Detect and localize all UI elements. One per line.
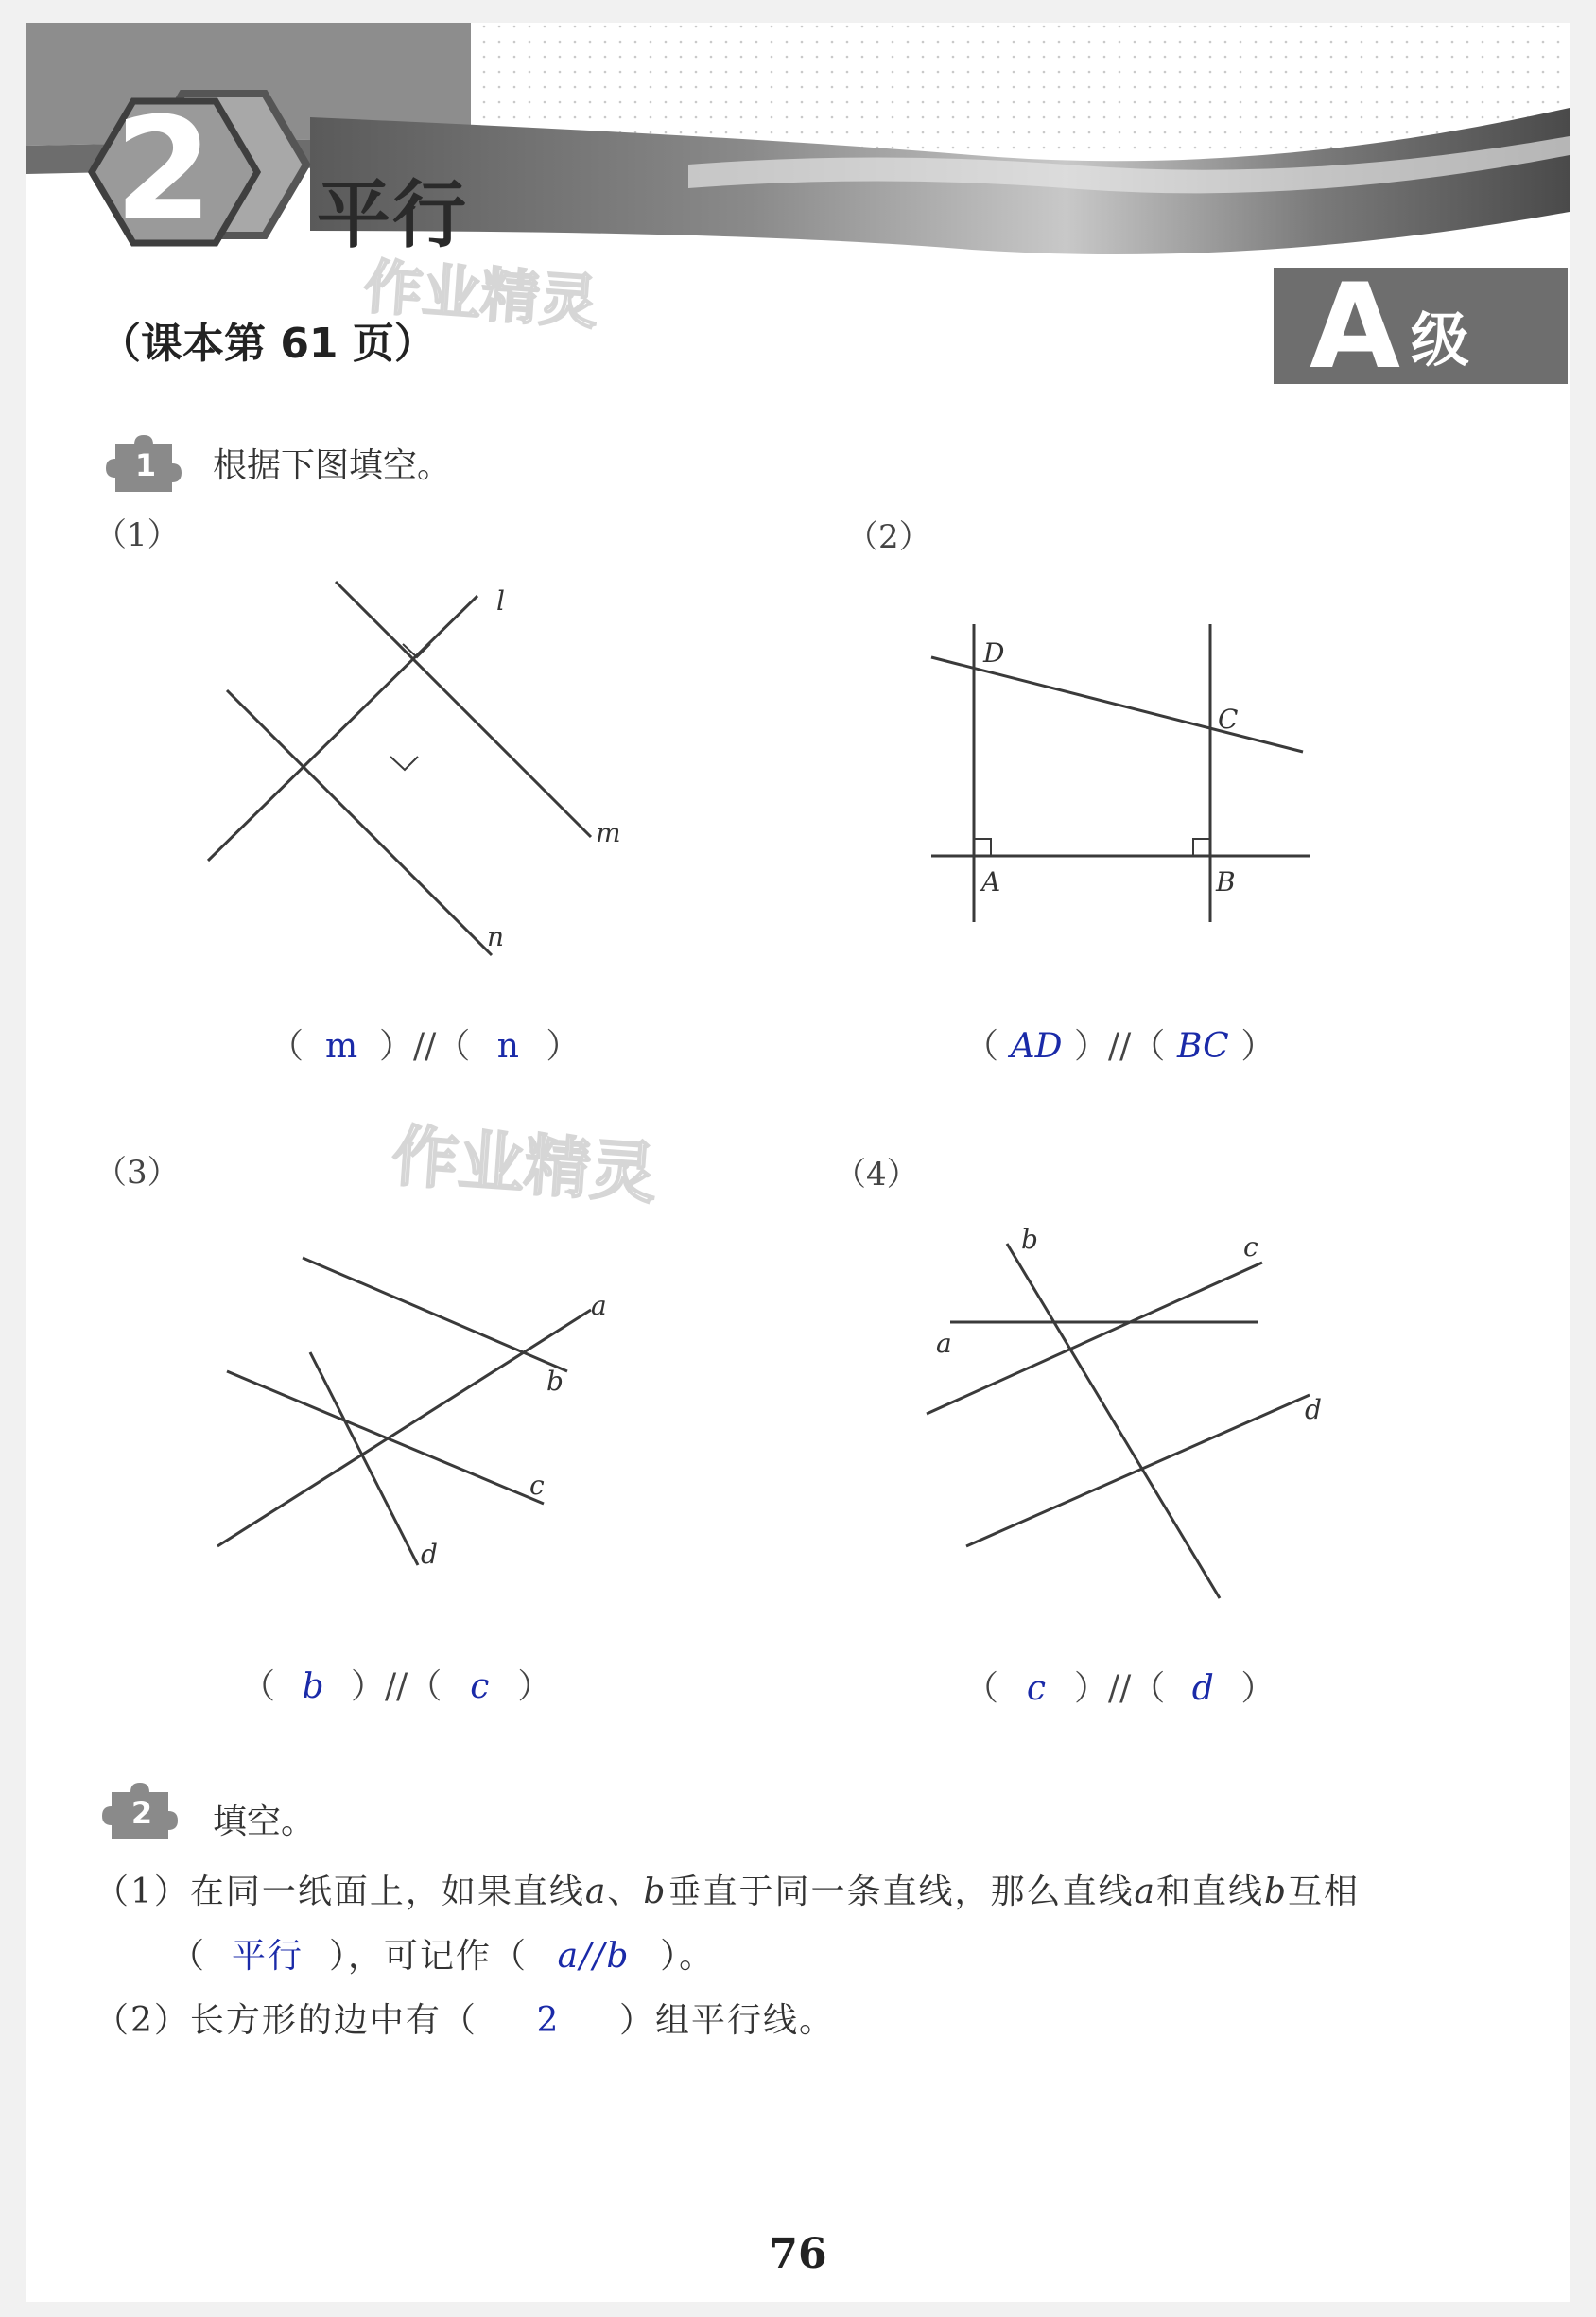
item-1-line-2: （ 平行 ），可记作（ a//b ）。	[170, 1929, 715, 1977]
label-c: c	[1243, 1231, 1258, 1263]
label-n: n	[487, 921, 505, 952]
answer-blank[interactable]: b	[302, 1667, 324, 1706]
answer-blank[interactable]: BC	[1176, 1027, 1229, 1066]
figure-3	[208, 1239, 643, 1598]
answer-blank[interactable]: c	[1026, 1669, 1047, 1708]
answer-blank[interactable]: 平行	[232, 1937, 304, 1976]
answer-blank[interactable]: d	[1191, 1669, 1214, 1708]
figure-2	[908, 615, 1324, 936]
page-number: 76	[769, 2230, 827, 2278]
answer-blank[interactable]: c	[470, 1667, 490, 1706]
question-number: 1	[134, 447, 157, 483]
label-b: b	[1021, 1224, 1038, 1255]
answer-blank[interactable]: AD	[1010, 1027, 1063, 1066]
figure-4	[898, 1220, 1343, 1617]
answer-row-3: （ b ）//（ c ）	[241, 1667, 552, 1706]
level-word: 级	[1411, 305, 1470, 375]
label-b: b	[546, 1366, 564, 1397]
label-c: c	[529, 1470, 545, 1501]
label-l: l	[496, 585, 505, 617]
answer-row-1: （ m ）//（ n ）	[269, 1027, 581, 1066]
answer-blank[interactable]: n	[496, 1027, 519, 1066]
puzzle-icon	[106, 430, 191, 496]
label-D: D	[983, 637, 1005, 669]
lesson-title: 平行	[317, 173, 469, 258]
label-A: A	[981, 866, 1001, 897]
label-a: a	[591, 1290, 607, 1321]
item-2-line: （2）长方形的边中有（ 2 ）组平行线。	[95, 2001, 835, 2040]
label-d: d	[421, 1539, 438, 1570]
answer-row-2: （ AD ）//（ BC ）	[964, 1027, 1275, 1066]
label-a: a	[936, 1328, 952, 1359]
line-l	[208, 596, 477, 861]
label-B: B	[1216, 866, 1236, 897]
item-1-line-1: （1）在同一纸面上，如果直线a、b垂直于同一条直线，那么直线a和直线b互相	[95, 1873, 1361, 1911]
figure-1	[199, 567, 652, 974]
watermark: 作业精灵	[390, 1117, 660, 1213]
question-prompt: 填空。	[213, 1803, 316, 1841]
textbook-reference: （课本第 61 页）	[99, 320, 436, 368]
question-prompt: 根据下图填空。	[213, 446, 452, 485]
answer-blank[interactable]: 2	[536, 2001, 561, 2040]
answer-blank[interactable]: a//b	[557, 1937, 631, 1976]
watermark: 作业精灵	[361, 252, 600, 338]
question-number: 2	[130, 1795, 153, 1831]
part-label: （1）	[95, 516, 180, 554]
answer-row-4: （ c ）//（ d ）	[964, 1669, 1275, 1708]
label-d: d	[1305, 1394, 1322, 1425]
part-label: （2）	[846, 518, 931, 556]
level-letter: A	[1310, 259, 1400, 395]
lesson-number: 2	[113, 88, 214, 253]
answer-blank[interactable]: m	[324, 1027, 358, 1066]
label-C: C	[1218, 704, 1239, 735]
label-m: m	[596, 817, 621, 848]
puzzle-icon	[102, 1778, 187, 1844]
part-label: （4）	[834, 1156, 919, 1193]
part-label: （3）	[95, 1154, 180, 1192]
